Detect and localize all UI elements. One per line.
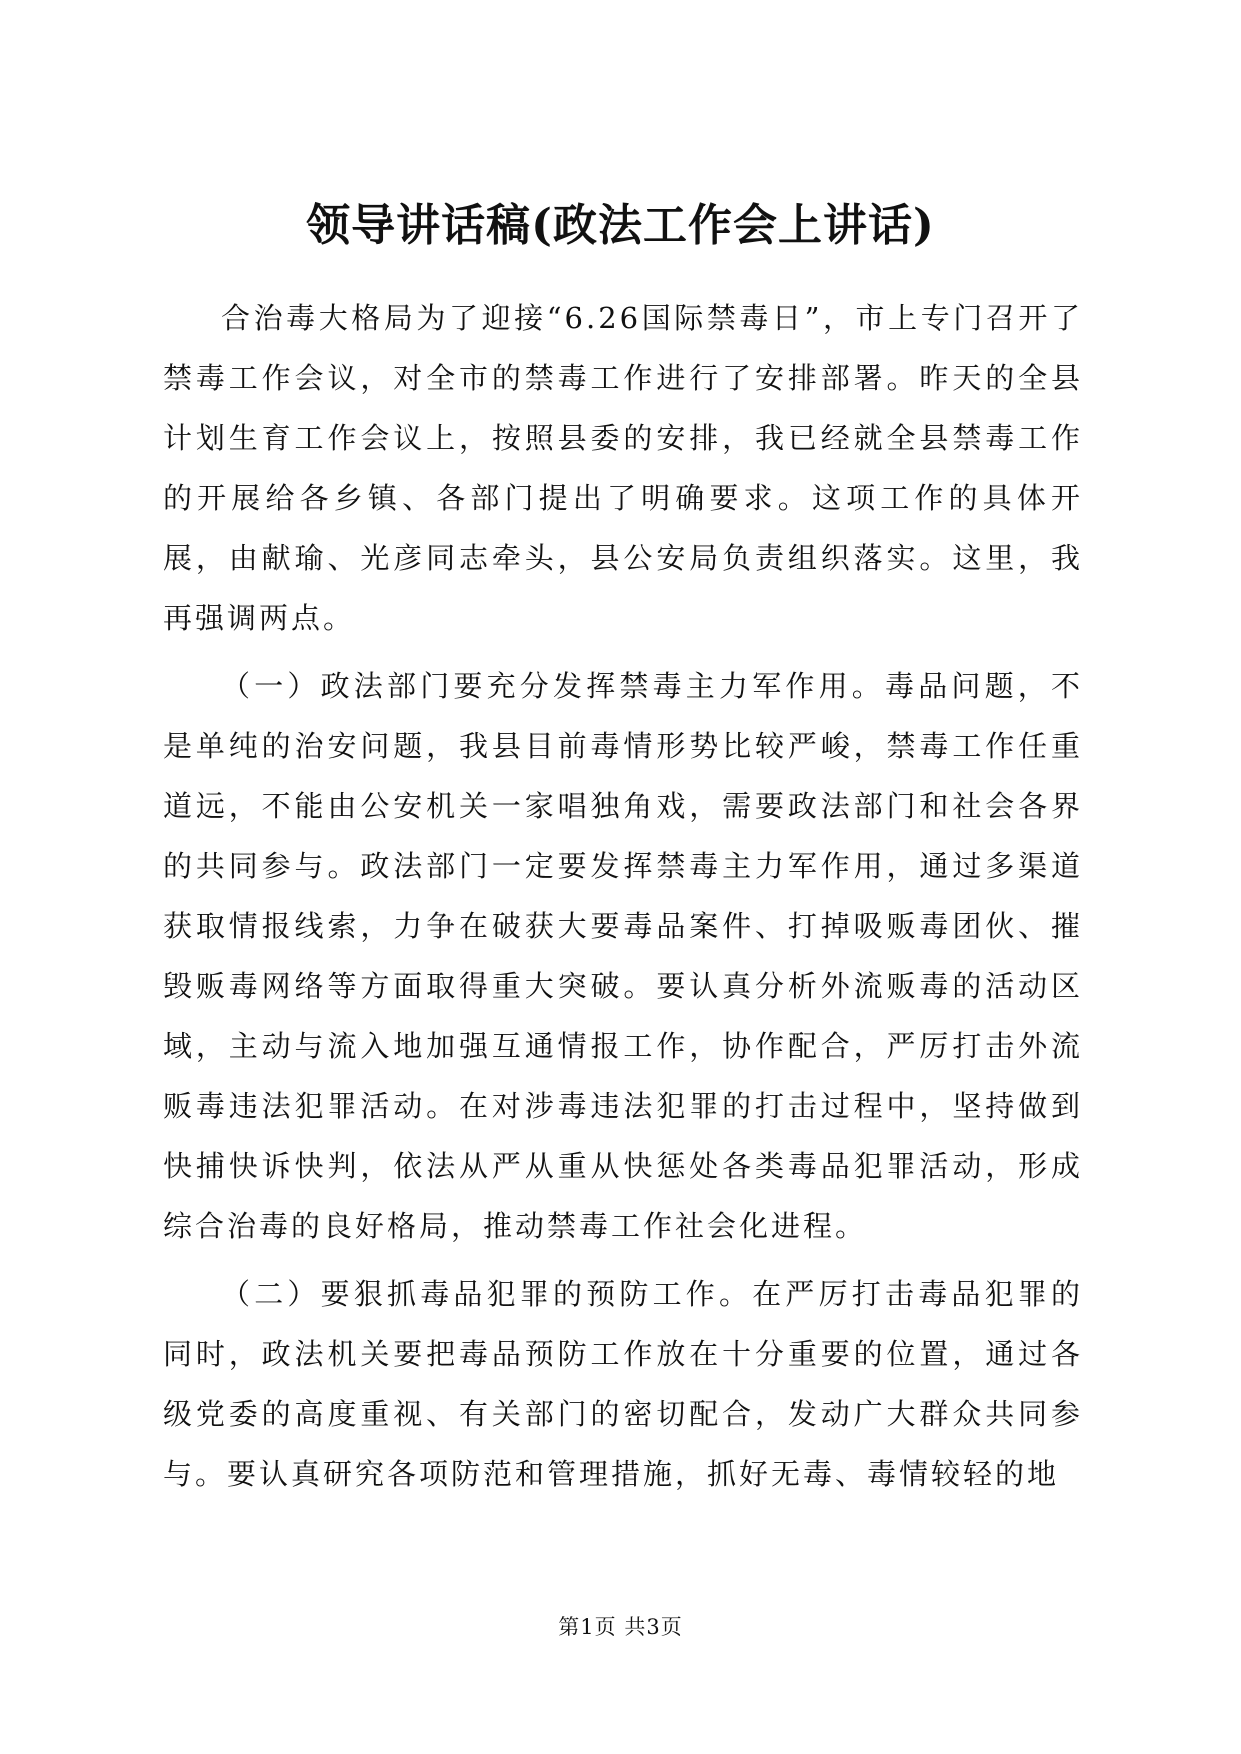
paragraph: 合治毒大格局为了迎接“6.26国际禁毒日”，市上专门召开了禁毒工作会议，对全市的禁毒工作进行了安排部署。昨天的全县计划生育工作会议上，按照县委的安排，我已经就全县禁毒工作的开展给各乡镇、各部门提出了明确要求。这项工作的具体开展，由献瑜、光彦同志牵头，县公安局负责组织落实。这里，我再强调两点。 [163,301,1083,635]
page-footer: 第1页 共3页 [558,1615,683,1639]
paragraph: （一）政法部门要充分发挥禁毒主力军作用。毒品问题，不是单纯的治安问题，我县目前毒情形势比较严峻，禁毒工作任重道远，不能由公安机关一家唱独角戏，需要政法部门和社会各界的共同参与。政法部门一定要发挥禁毒主力军作用，通过多渠道获取情报线索，力争在破获大要毒品案件、打掉吸贩毒团伙、摧毁贩毒网络等方面取得重大突破。要认真分析外流贩毒的活动区域，主动与流入地加强互通情报工作，协作配合，严厉打击外流贩毒违法犯罪活动。在对涉毒违法犯罪的打击过程中，坚持做到快捕快诉快判，依法从严从重从快惩处各类毒品犯罪活动，形成综合治毒的良好格局，推动禁毒工作社会化进程。 [163,669,1083,1243]
document-title: 领导讲话稿(政法工作会上讲话) [306,200,935,251]
document-body [163,288,1083,1504]
paragraph: （二）要狠抓毒品犯罪的预防工作。在严厉打击毒品犯罪的同时，政法机关要把毒品预防工作放在十分重要的位置，通过各级党委的高度重视、有关部门的密切配合，发动广大群众共同参与。要认真研究各项防范和管理措施，抓好无毒、毒情较轻的地 [163,1277,1083,1491]
